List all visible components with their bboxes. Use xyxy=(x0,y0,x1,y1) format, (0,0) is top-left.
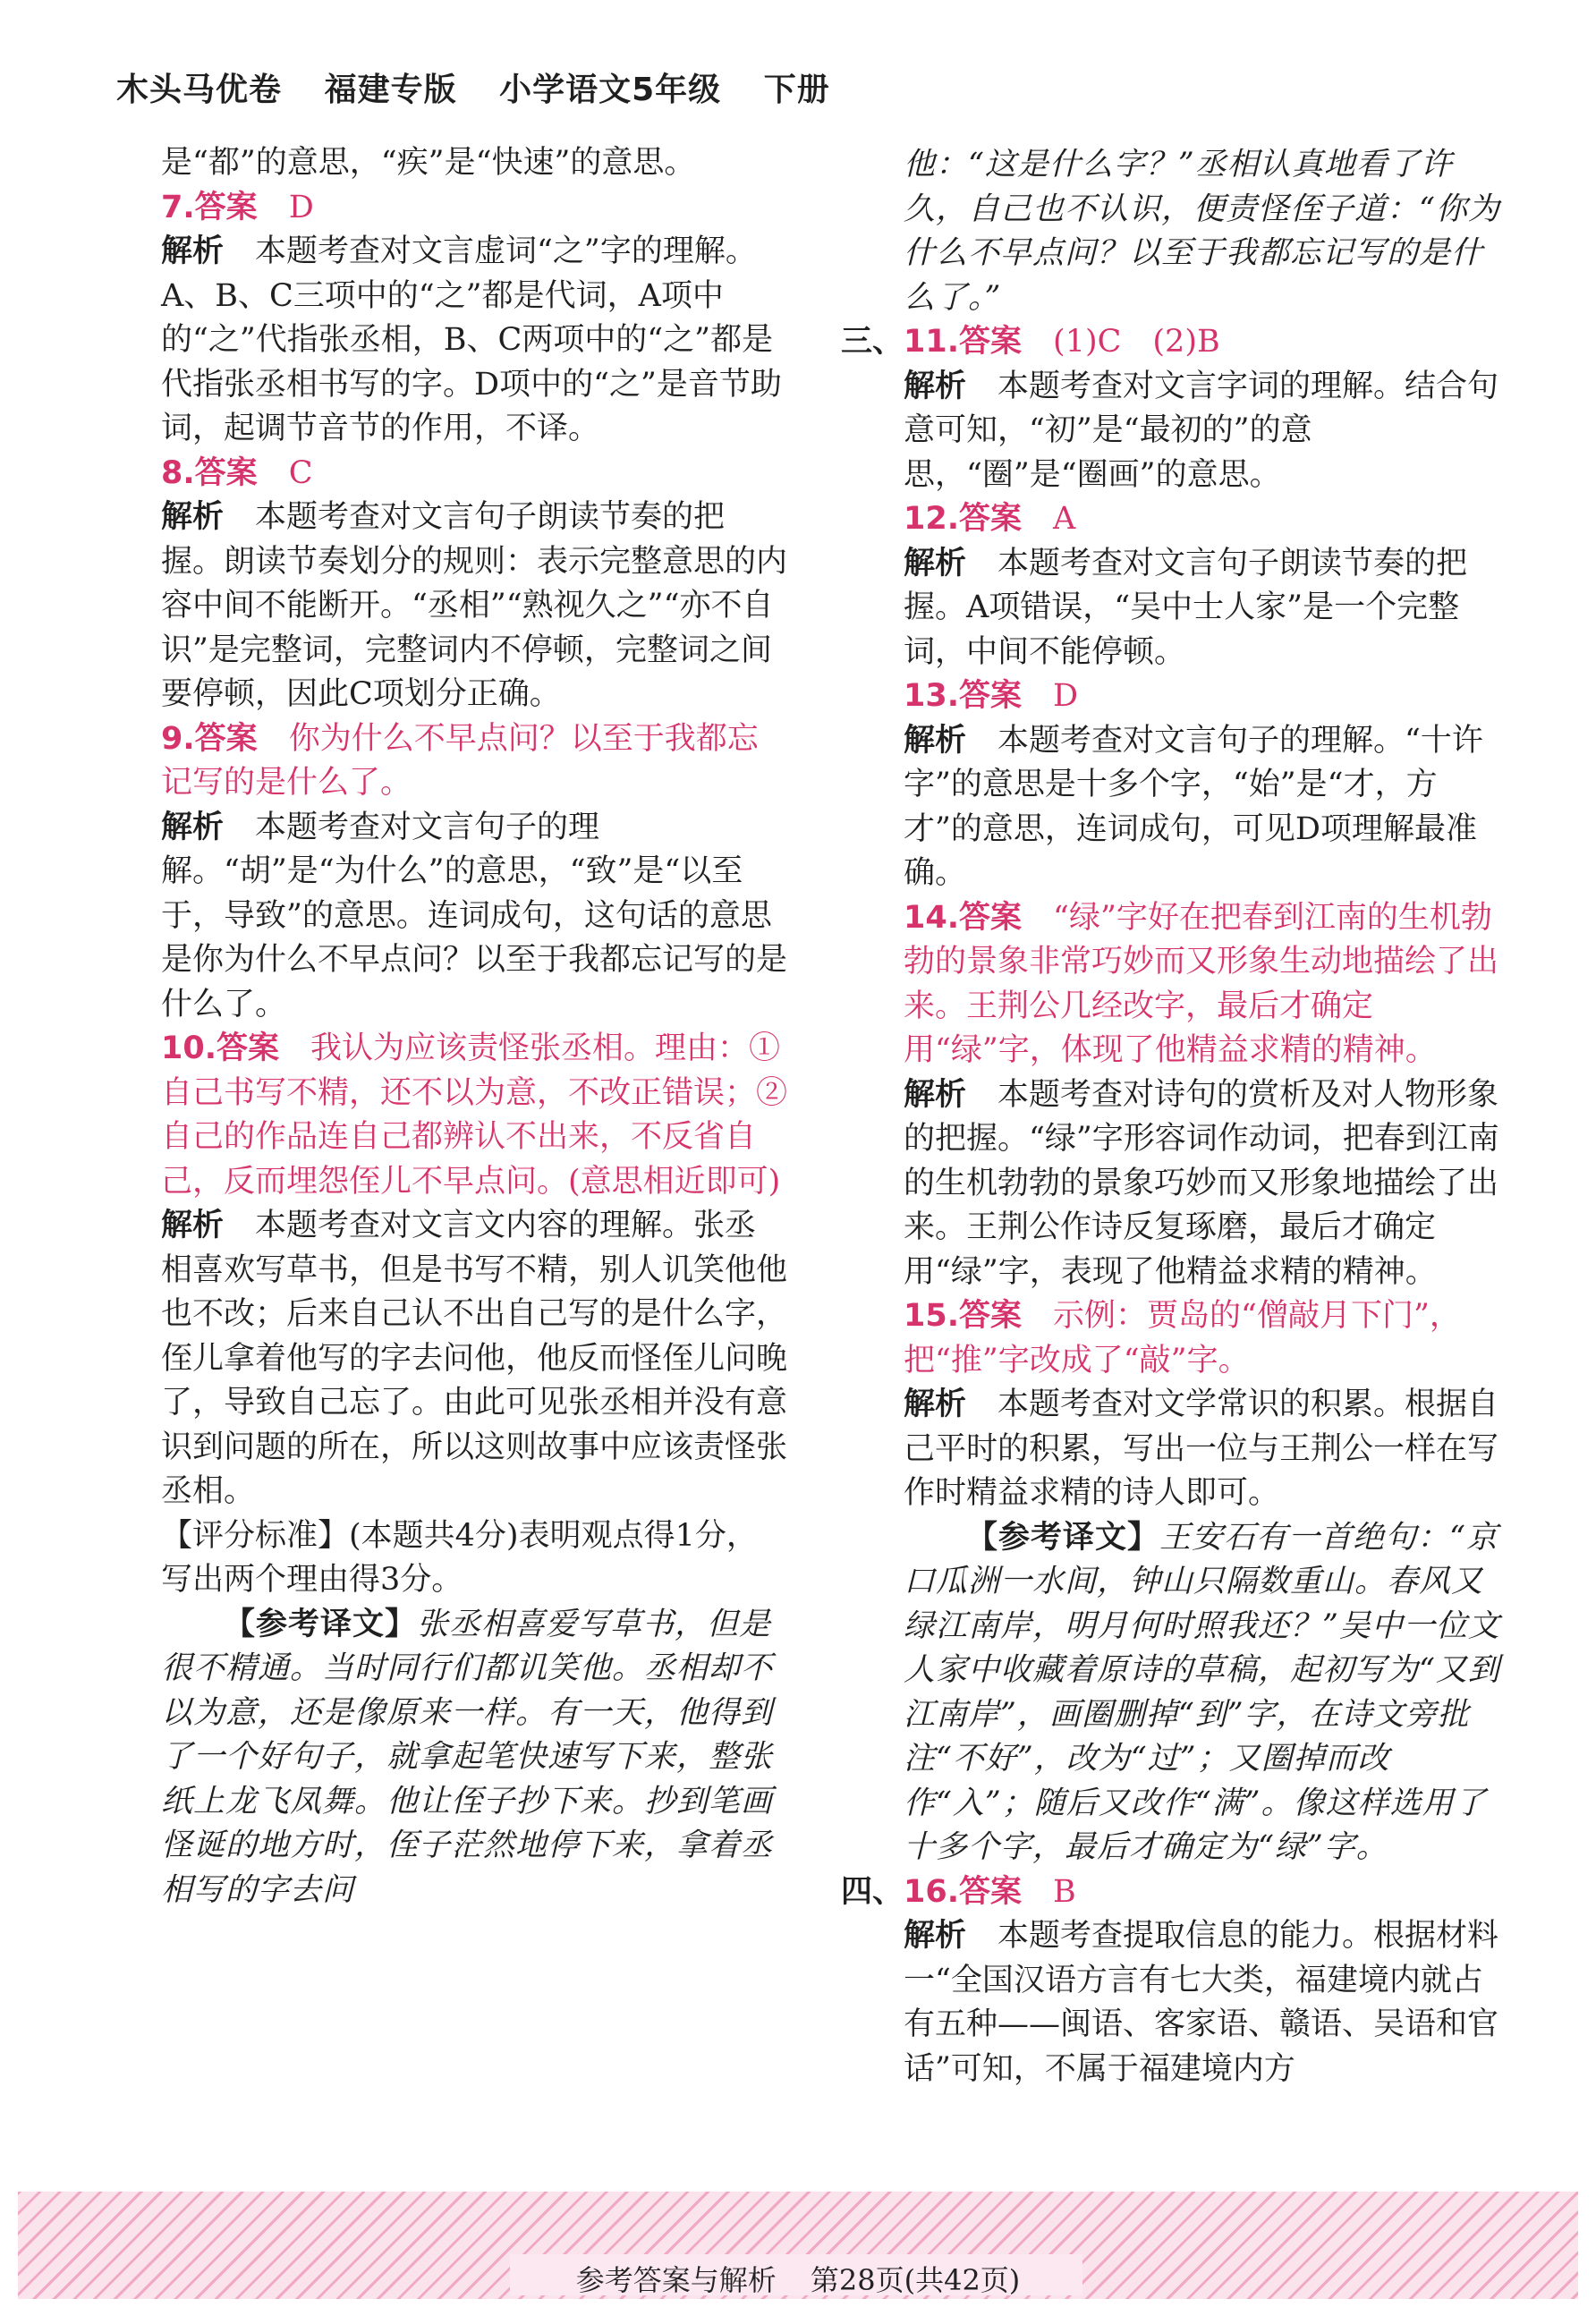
book-volume: 下册 xyxy=(763,72,830,108)
book-edition: 福建专版 xyxy=(324,72,457,108)
section-three: 三、 xyxy=(841,324,904,360)
question-11-analysis: 解析 本题考查对文言字词的理解。结合句意可知，“初”是“最初的”的意思，“圈”是“圈画”的意思。 xyxy=(904,368,1499,493)
right-column xyxy=(841,143,1512,2091)
question-15-translation: 【参考译文】王安石有一首绝句：“京口瓜洲一水间，钟山只隔数重山。春风又绿江南岸，明月何时照我还？”吴中一位文人家中收藏着原诗的草稿，起初写为“又到江南岸”，画圈删掉“到”字，在诗文旁批注“不好”，改为“过”；又圈掉而改作“入”；随后又改作“满”。像这样选用了十多个字，最后才确定为“绿”字。 xyxy=(904,1519,1500,1865)
book-header xyxy=(116,64,861,110)
question-7-answer: 7.答案 D xyxy=(161,189,314,225)
question-11-answer: 三、11.答案 (1)C (2)B xyxy=(904,320,1512,365)
question-14-analysis: 解析 本题考查对诗句的赏析及对人物形象的把握。“绿”字形容词作动词，把春到江南的生机勃勃的景象巧妙而又形象地描绘了出来。王荆公作诗反复琢磨，最后才确定用“绿”字，表现了他精益求精的精神。 xyxy=(904,1076,1499,1290)
continued-translation: 他：“这是什么字？”丞相认真地看了许久，自己也不认识，便责怪侄子道：“你为什么不早点问？以至于我都忘记写的是什么了。” xyxy=(904,147,1500,316)
question-8-answer: 8.答案 C xyxy=(161,454,313,491)
book-title: 木头马优卷 xyxy=(116,72,283,108)
question-9-answer: 9.答案 你为什么不早点问？以至于我都忘记写的是什么了。 xyxy=(161,720,759,801)
continued-text: 是“都”的意思，“疾”是“快速”的意思。 xyxy=(161,145,696,181)
left-column xyxy=(161,141,787,1913)
footer-text xyxy=(18,2258,1578,2299)
question-16-analysis: 解析 本题考查提取信息的能力。根据材料一“全国汉语方言有七大类，福建境内就占有五种——闽语、客家语、赣语、吴语和官话”可知，不属于福建境内方 xyxy=(904,1918,1499,2087)
question-13-answer: 13.答案 D xyxy=(904,678,1079,714)
page-number: 第28页(共42页) xyxy=(810,2263,1021,2297)
question-7-analysis: 解析 本题考查对文言虚词“之”字的理解。A、B、C三项中的“之”都是代词，A项中的“之”代指张丞相，B、C两项中的“之”都是代指张丞相书写的字。D项中的“之”是音节助词，起调节音节的作用，不译。 xyxy=(161,233,782,446)
question-12-answer: 12.答案 A xyxy=(904,501,1076,537)
section-four: 四、 xyxy=(841,1873,904,1910)
question-13-analysis: 解析 本题考查对文言句子的理解。“十许字”的意思是十多个字，“始”是“才，方才”的意思，连词成句，可见D项理解最准确。 xyxy=(904,722,1483,891)
question-10-translation: 【参考译文】张丞相喜爱写草书，但是很不精通。当时同行们都讥笑他。丞相却不以为意，还是像原来一样。有一天，他得到了一个好句子，就拿起笔快速写下来，整张纸上龙飞凤舞。他让侄子抄下来。抄到笔画怪诞的地方时，侄子茫然地停下来，拿着丞相写的字去问 xyxy=(161,1606,774,1908)
question-10-answer: 10.答案 我认为应该责怪张丞相。理由：①自己书写不精，还不以为意，不改正错误；②自己的作品连自己都辨认不出来，不反省自己，反而埋怨侄儿不早点问。(意思相近即可) xyxy=(161,1031,788,1200)
question-14-answer: 14.答案 “绿”字好在把春到江南的生机勃勃的景象非常巧妙而又形象生动地描绘了出来。王荆公几经改字，最后才确定用“绿”字，体现了他精益求精的精神。 xyxy=(904,899,1499,1068)
question-16-answer: 四、16.答案 B xyxy=(904,1870,1512,1915)
question-12-analysis: 解析 本题考查对文言句子朗读节奏的把握。A项错误，“吴中士人家”是一个完整词，中间不能停顿。 xyxy=(904,545,1468,670)
question-15-answer: 15.答案 示例：贾岛的“僧敲月下门”，把“推”字改成了“敲”字。 xyxy=(904,1298,1461,1378)
question-8-analysis: 解析 本题考查对文言句子朗读节奏的把握。朗读节奏划分的规则：表示完整意思的内容中间不能断开。“丞相”“熟视久之”“亦不自识”是完整词，完整词内不停顿，完整词之间要停顿，因此C项划分正确。 xyxy=(161,499,788,712)
question-9-analysis: 解析 本题考查对文言句子的理解。“胡”是“为什么”的意思，“致”是“以至于，导致”的意思。连词成句，这句话的意思是你为什么不早点问？以至于我都忘记写的是什么了。 xyxy=(161,809,788,1022)
question-15-analysis: 解析 本题考查对文学常识的积累。根据自己平时的积累，写出一位与王荆公一样在写作时精益求精的诗人即可。 xyxy=(904,1387,1499,1511)
question-10-scoring: 【评分标准】(本题共4分)表明观点得1分，写出两个理由得3分。 xyxy=(161,1517,758,1598)
book-subject: 小学语文5年级 xyxy=(499,72,722,108)
page-footer xyxy=(18,2192,1578,2299)
footer-section: 参考答案与解析 xyxy=(575,2263,777,2297)
question-10-analysis: 解析 本题考查对文言文内容的理解。张丞相喜欢写草书，但是书写不精，别人讥笑他他也不改；后来自己认不出自己写的是什么字，侄儿拿着他写的字去问他，他反而怪侄儿问晚了，导致自己忘了。由此可见张丞相并没有意识到问题的所在，所以这则故事中应该责怪张丞相。 xyxy=(161,1208,788,1509)
